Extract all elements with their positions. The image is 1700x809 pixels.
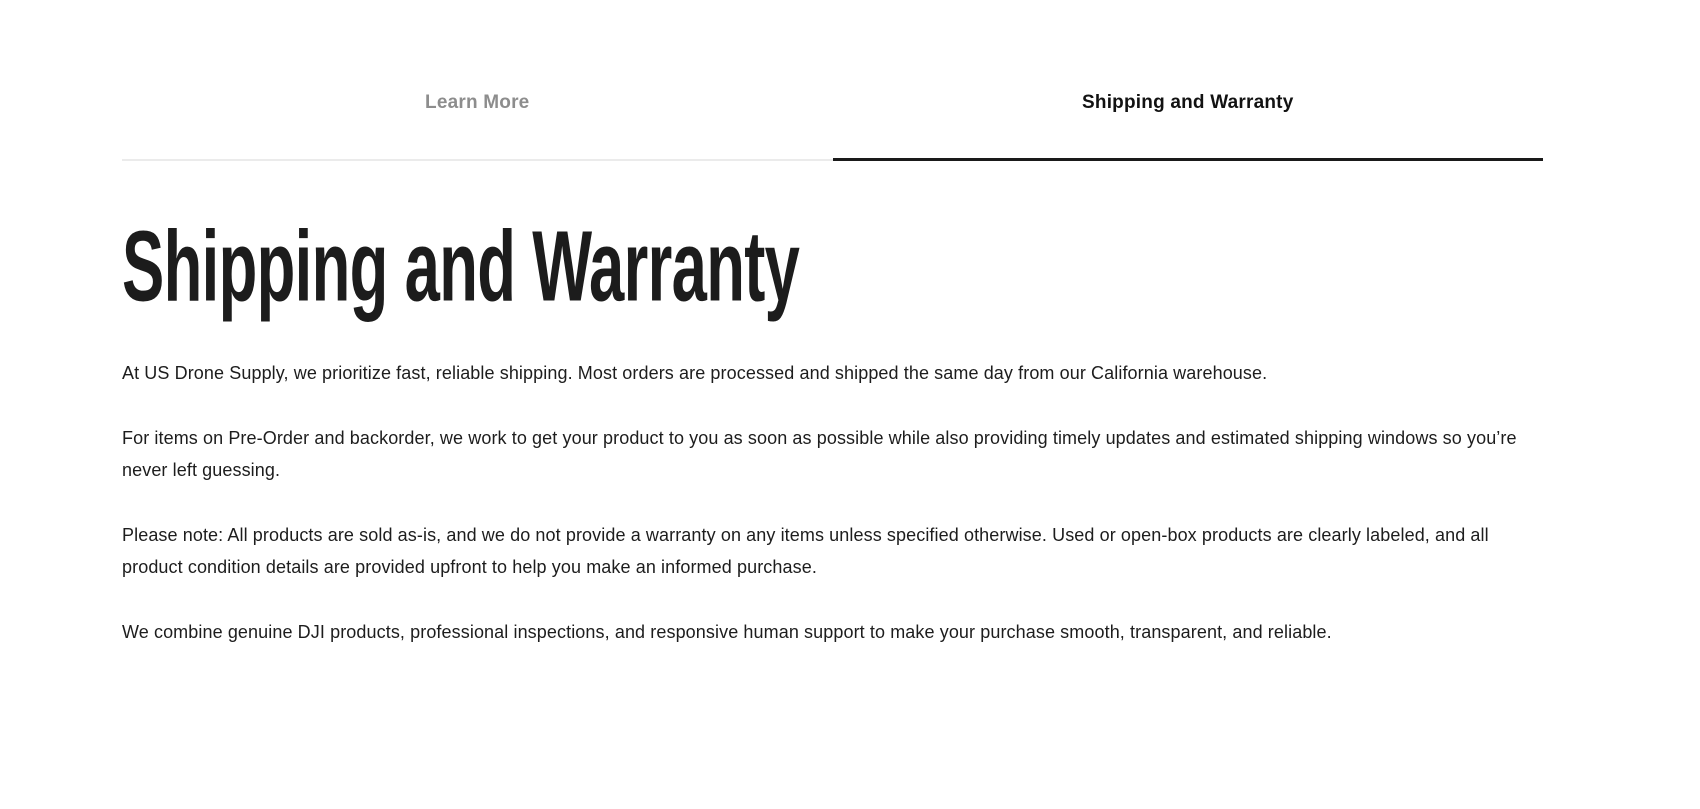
tab-learn-more[interactable] bbox=[122, 92, 833, 161]
tab-learn-more-label: Learn More bbox=[425, 92, 530, 113]
paragraph-shipping: At US Drone Supply, we prioritize fast, reliable shipping. Most orders are processed and shipped the same day from our California warehouse. bbox=[122, 363, 1268, 383]
heading-wrap bbox=[122, 210, 1543, 323]
content-container bbox=[122, 92, 1543, 648]
page-title: Shipping and Warranty bbox=[122, 210, 800, 323]
body-copy bbox=[122, 357, 1543, 648]
tab-shipping-and-warranty[interactable] bbox=[833, 92, 1544, 161]
paragraph-warranty: Please note: All products are sold as-is, and we do not provide a warranty on any items unless specified otherwise. Used or open-box products are clearly labeled, and all product condition details are provided upfront to help you make an informed purchase. bbox=[122, 525, 1489, 577]
tab-bar bbox=[122, 92, 1543, 161]
paragraph-quality: We combine genuine DJI products, professional inspections, and responsive human support to make your purchase smooth, transparent, and reliable. bbox=[122, 622, 1332, 642]
tab-shipping-and-warranty-label: Shipping and Warranty bbox=[1082, 92, 1294, 113]
paragraph-preorder: For items on Pre-Order and backorder, we work to get your product to you as soon as possible while also providing timely updates and estimated shipping windows so you’re never left guessing. bbox=[122, 428, 1517, 480]
